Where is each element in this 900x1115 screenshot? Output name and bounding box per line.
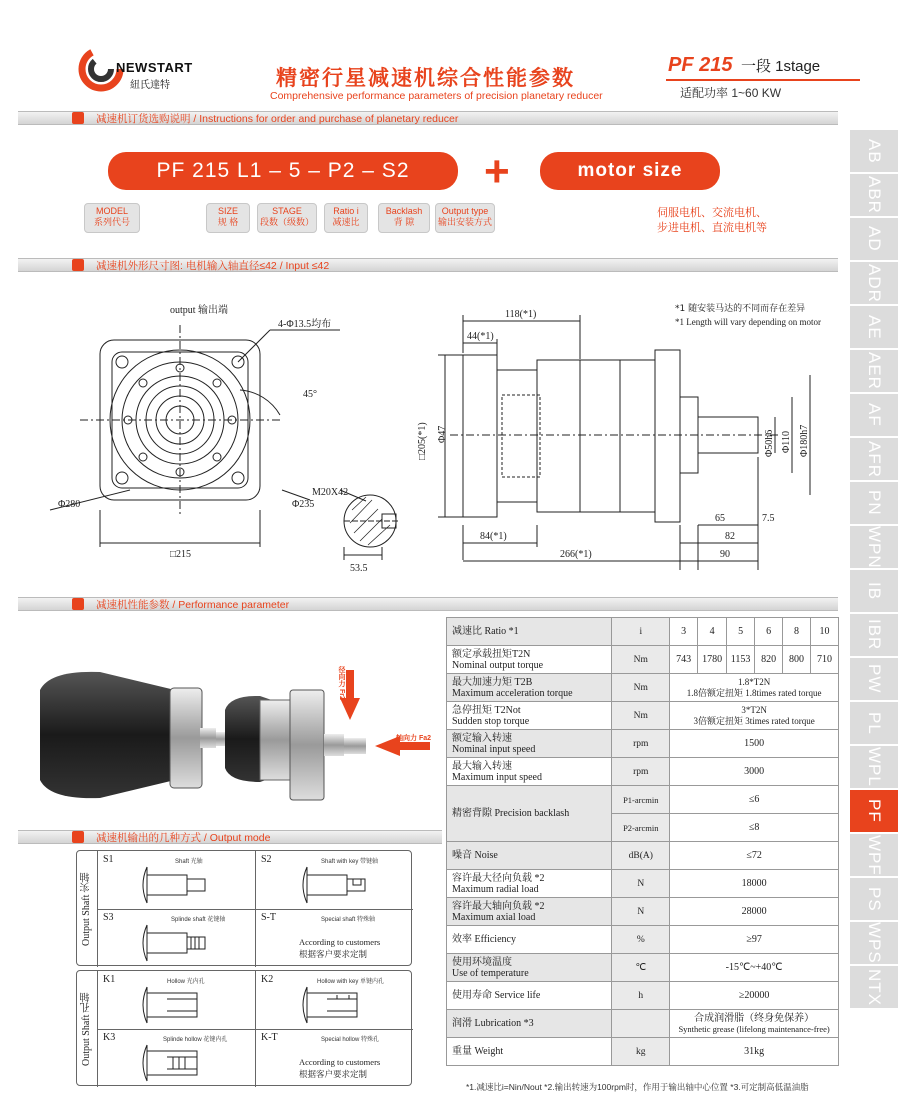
mode-code: K3: [103, 1032, 116, 1043]
dim-118: 118(*1): [505, 309, 537, 320]
table-row: [447, 954, 839, 982]
table-row: [447, 674, 839, 702]
plus-icon: +: [484, 147, 510, 196]
tab-afr[interactable]: AFR: [850, 438, 898, 482]
table-row: [447, 870, 839, 898]
table-row: [447, 926, 839, 954]
dim-d180: Φ180h7: [799, 424, 810, 457]
series-tab-bar: [850, 130, 898, 1010]
front-view: [50, 325, 400, 560]
row-value: ≤8: [670, 814, 839, 842]
power-range: 适配功率 1~60 KW: [680, 86, 782, 100]
section-title-order: 减速机订货选购说明 / Instructions for order and purchase of planetary reducer: [96, 113, 459, 125]
row-value: 3000: [670, 758, 839, 786]
row-name: 最大加速力矩 T2B Maximum acceleration torque: [447, 674, 612, 702]
tab-pw[interactable]: PW: [850, 658, 898, 702]
row-name: 容许最大径向负载 *2 Maximum radial load: [447, 870, 612, 898]
row-unit: i: [612, 618, 670, 646]
shaft-s2-icon: [297, 865, 387, 905]
dim-angle: 45°: [303, 389, 317, 400]
dim-d53: 53.5: [350, 563, 368, 574]
row-unit: %: [612, 926, 670, 954]
mode-code: K2: [261, 974, 274, 985]
label-output-type: Output type 输出安装方式: [435, 203, 495, 233]
dim-d47: Φ47: [437, 425, 448, 443]
shaft-s3-icon: [137, 923, 227, 963]
section-marker: [72, 831, 84, 843]
row-name: 容许最大轴向负载 *2 Maximum axial load: [447, 898, 612, 926]
row-value: 1.8*T2N 1.8倍额定扭矩 1.8times rated torque: [670, 674, 839, 702]
model-header: [668, 54, 858, 77]
custom-note-cn: 根据客户要求定制: [299, 949, 368, 959]
row-unit: rpm: [612, 730, 670, 758]
section-title-dimension: 减速机外形尺寸图: 电机输入轴直径≤42 / Input ≤42: [96, 260, 330, 272]
tab-wps[interactable]: WPS: [850, 922, 898, 966]
label-ratio: Ratio i 减速比: [324, 203, 368, 233]
dim-d110: Φ110: [781, 431, 792, 453]
tab-ibr[interactable]: IBR: [850, 614, 898, 658]
tab-ps[interactable]: PS: [850, 878, 898, 922]
mode-desc: Special shaft 特殊轴: [321, 917, 376, 923]
dim-44: 44(*1): [467, 331, 494, 342]
row-name: 额定承载扭矩T2N Nominal output torque: [447, 646, 612, 674]
row-unit: Nm: [612, 674, 670, 702]
dim-84: 84(*1): [480, 531, 507, 542]
row-value: 1500: [670, 730, 839, 758]
section-title-performance: 减速机性能参数 / Performance parameter: [96, 599, 290, 611]
output-shaft-group: [76, 850, 412, 966]
ratio-cell: 4: [698, 618, 727, 646]
torque-cell: 1780: [698, 646, 727, 674]
dim-d50: Φ50h6: [764, 429, 775, 457]
dim-65: 65: [715, 513, 725, 524]
table-row: [447, 646, 839, 674]
mode-desc: Shaft 光轴: [175, 859, 203, 865]
mode-code: S-T: [261, 912, 276, 923]
row-value: 18000: [670, 870, 839, 898]
model-stage: 一段 1stage: [740, 58, 821, 75]
row-value: ≥20000: [670, 982, 839, 1010]
ratio-cell: 8: [783, 618, 811, 646]
row-value: 28000: [670, 898, 839, 926]
hollow-k2-icon: [297, 985, 387, 1025]
row-name: 额定输入转速 Nominal input speed: [447, 730, 612, 758]
custom-note-en: According to customers: [299, 1057, 381, 1067]
ratio-cell: 5: [727, 618, 755, 646]
dim-90: 90: [720, 549, 730, 560]
output-hollow-group: [76, 970, 412, 1086]
row-value: ≥97: [670, 926, 839, 954]
row-value: 合成润滑脂（终身免保养） Synthetic grease (lifelong maintenance-free): [670, 1010, 839, 1038]
label-size: SIZE 规 格: [206, 203, 250, 233]
row-unit: P2-arcmin: [612, 814, 670, 842]
mode-desc: Splinde hollow 花键内孔: [163, 1037, 228, 1043]
row-unit: dB(A): [612, 842, 670, 870]
table-row: [447, 1038, 839, 1066]
dim-holes: 4-Φ13.5均布: [278, 319, 332, 330]
logo-chinese: 紐氏達特: [130, 80, 170, 91]
page-subtitle: Comprehensive performance parameters of precision planetary reducer: [270, 90, 603, 102]
dim-d235: Φ235: [292, 499, 315, 510]
ratio-cell: 6: [755, 618, 783, 646]
mode-code: S1: [103, 854, 114, 865]
custom-note-en: According to customers: [299, 937, 381, 947]
tab-ntx[interactable]: NTX: [850, 966, 898, 1010]
torque-cell: 710: [811, 646, 839, 674]
label-backlash: Backlash 背 隙: [378, 203, 430, 233]
ratio-cell: 10: [811, 618, 839, 646]
model-name: PF 215: [668, 54, 733, 76]
table-row: [447, 758, 839, 786]
table-row: [447, 618, 839, 646]
motor-types: 伺服电机、交流电机、 步进电机、直流电机等: [657, 207, 767, 234]
row-name: 润滑 Lubrication *3: [447, 1010, 612, 1038]
custom-note-cn: 根据客户要求定制: [299, 1069, 368, 1079]
model-underline: [666, 79, 860, 81]
axial-force-label: 轴向力 Fa2: [396, 735, 432, 742]
row-name: 噪音 Noise: [447, 842, 612, 870]
tab-pl[interactable]: PL: [850, 702, 898, 746]
output-label: output 输出端: [170, 305, 229, 316]
section-marker: [72, 112, 84, 124]
dim-note1: *1 随安装马达的不同而存在差异: [675, 304, 806, 314]
row-unit: kg: [612, 1038, 670, 1066]
row-unit: ℃: [612, 954, 670, 982]
tab-pn[interactable]: PN: [850, 482, 898, 526]
tab-ib[interactable]: IB: [850, 570, 898, 614]
table-row: [447, 730, 839, 758]
hollow-k3-icon: [137, 1043, 227, 1083]
radial-force-label: 径向力 Fr2: [338, 666, 345, 700]
order-code-pill: PF 215 L1 – 5 – P2 – S2: [108, 152, 458, 190]
row-name: 效率 Efficiency: [447, 926, 612, 954]
mode-code: K-T: [261, 1032, 278, 1043]
row-value: 3*T2N 3倍额定扭矩 3times rated torque: [670, 702, 839, 730]
table-row: [447, 898, 839, 926]
row-unit: N: [612, 870, 670, 898]
tab-ae[interactable]: AE: [850, 306, 898, 350]
row-value: ≤6: [670, 786, 839, 814]
mode-code: S3: [103, 912, 114, 923]
mode-code: S2: [261, 854, 272, 865]
row-unit: P1-arcmin: [612, 786, 670, 814]
group-label: Output Shaft 孔轴: [81, 992, 92, 1066]
dim-266: 266(*1): [560, 549, 592, 560]
row-unit: Nm: [612, 646, 670, 674]
row-name: 精密背隙 Precision backlash: [447, 786, 612, 842]
table-row: [447, 1010, 839, 1038]
group-label: Output Shaft 实轴: [81, 872, 92, 946]
performance-table: [446, 617, 839, 1066]
row-unit: Nm: [612, 702, 670, 730]
mode-code: K1: [103, 974, 116, 985]
dimension-drawing: [20, 285, 840, 585]
row-value: 31kg: [670, 1038, 839, 1066]
torque-cell: 820: [755, 646, 783, 674]
torque-cell: 743: [670, 646, 698, 674]
tab-ad[interactable]: AD: [850, 218, 898, 262]
row-unit: [612, 1010, 670, 1038]
section-title-output: 减速机输出的几种方式 / Output mode: [96, 832, 271, 844]
row-unit: rpm: [612, 758, 670, 786]
dim-75: 7.5: [762, 513, 775, 524]
tab-aer[interactable]: AER: [850, 350, 898, 394]
logo-name: NEWSTART: [116, 60, 193, 75]
cell-border: [97, 1029, 413, 1030]
brand-logo: [78, 44, 198, 96]
dim-note2: *1 Length will vary depending on motor: [675, 317, 821, 327]
tab-pf[interactable]: PF: [850, 790, 898, 834]
mode-desc: Special hollow 特殊孔: [321, 1037, 380, 1043]
section-marker: [72, 598, 84, 610]
table-row: [447, 842, 839, 870]
cell-border: [97, 909, 413, 910]
dim-82: 82: [725, 531, 735, 542]
row-unit: N: [612, 898, 670, 926]
label-model: MODEL 系列代号: [84, 203, 140, 233]
tab-wpl[interactable]: WPL: [850, 746, 898, 790]
table-row: [447, 982, 839, 1010]
row-value: -15℃~+40℃: [670, 954, 839, 982]
tab-wpf[interactable]: WPF: [850, 834, 898, 878]
motor-size-pill: motor size: [540, 152, 720, 190]
tab-abr[interactable]: ABR: [850, 174, 898, 218]
section-marker: [72, 259, 84, 271]
row-name: 减速比 Ratio *1: [447, 618, 612, 646]
tab-ab[interactable]: AB: [850, 130, 898, 174]
mode-desc: Shaft with key 带键轴: [321, 859, 379, 865]
row-name: 使用环境温度 Use of temperature: [447, 954, 612, 982]
torque-cell: 1153: [727, 646, 755, 674]
table-row: [447, 786, 839, 814]
dim-m20: M20X42: [312, 487, 349, 498]
row-name: 最大输入转速 Maximum input speed: [447, 758, 612, 786]
tab-af[interactable]: AF: [850, 394, 898, 438]
tab-adr[interactable]: ADR: [850, 262, 898, 306]
hollow-k1-icon: [137, 985, 227, 1025]
dim-d280: Φ280: [58, 499, 81, 510]
row-value: ≤72: [670, 842, 839, 870]
row-name: 使用寿命 Service life: [447, 982, 612, 1010]
table-row: [447, 702, 839, 730]
table-footnote: *1.减速比i=Nin/Nout *2.输出转速为100rpm时，作用于输出轴中心位置 *3.可定制高低温油脂: [466, 1082, 809, 1092]
label-stage: STAGE 段数（级数）: [257, 203, 317, 233]
mode-desc: Splinde shaft 花键轴: [171, 917, 226, 923]
row-name: 急停扭矩 T2Not Sudden stop torque: [447, 702, 612, 730]
row-unit: h: [612, 982, 670, 1010]
shaft-s1-icon: [137, 865, 227, 905]
ratio-cell: 3: [670, 618, 698, 646]
dim-sq215: □215: [170, 549, 192, 560]
torque-cell: 800: [783, 646, 811, 674]
tab-wpn[interactable]: WPN: [850, 526, 898, 570]
mode-desc: Hollow with key 单键内孔: [317, 979, 385, 985]
page-title: 精密行星减速机综合性能参数: [276, 67, 575, 90]
row-name: 重量 Weight: [447, 1038, 612, 1066]
product-photo: [20, 650, 440, 810]
mode-desc: Hollow 光内孔: [167, 979, 205, 985]
dim-sq205: □205(*1): [417, 422, 428, 460]
